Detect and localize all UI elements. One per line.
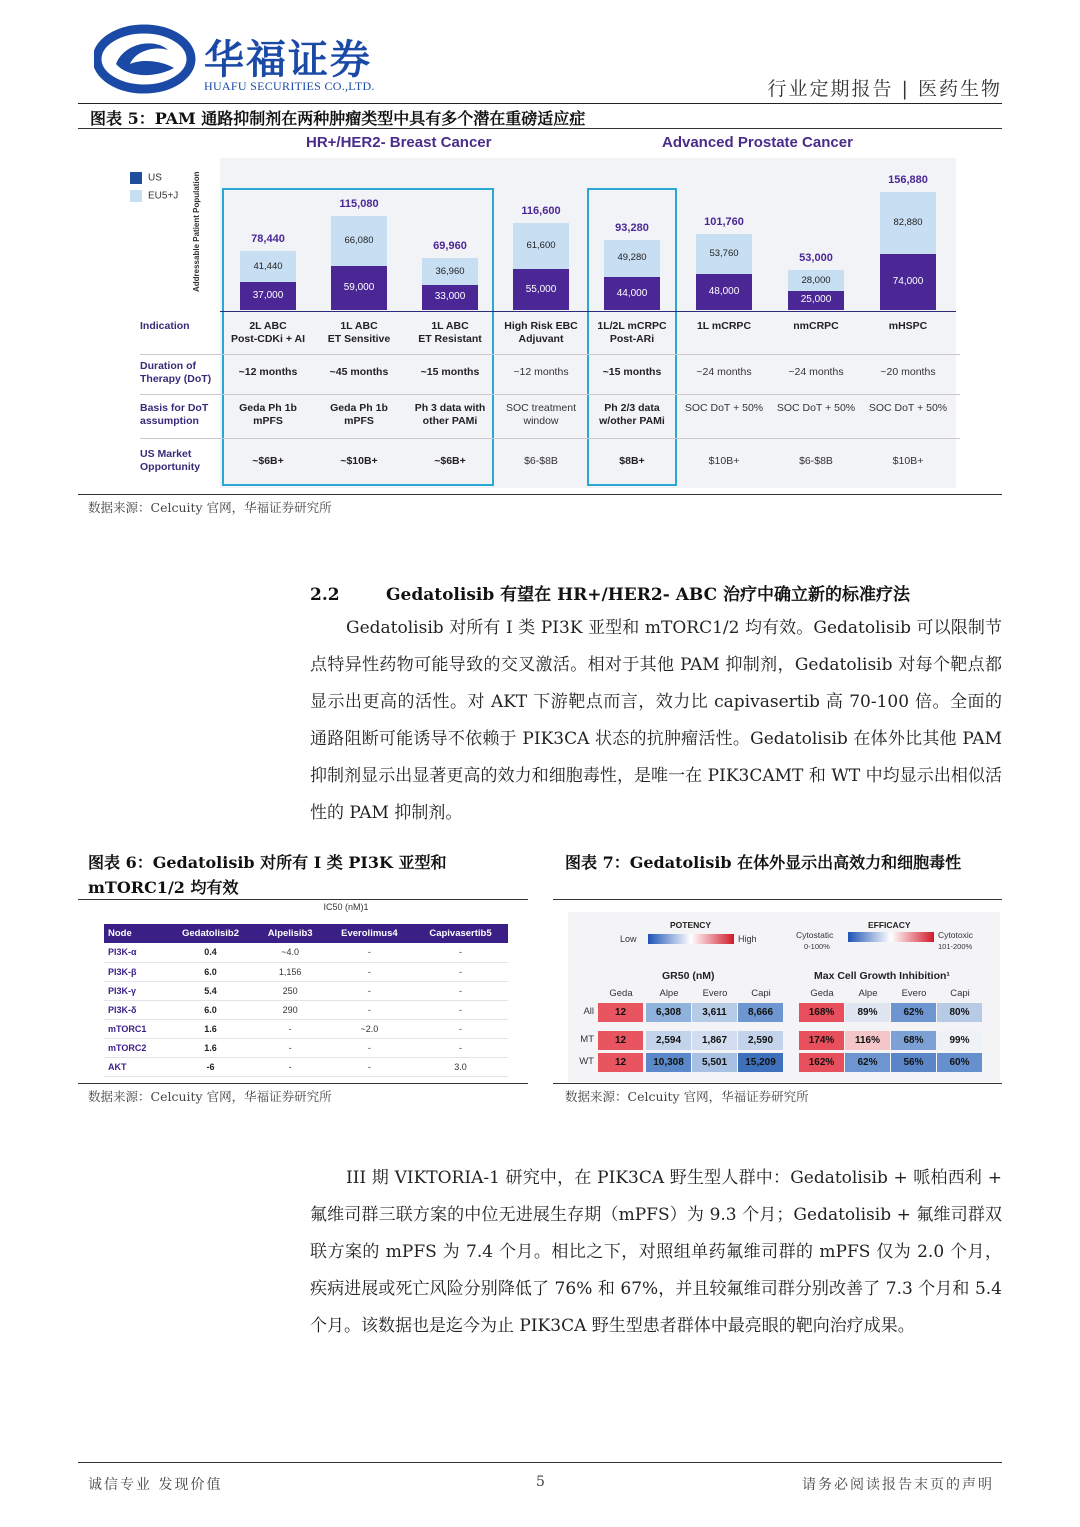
row-label-market: US Market Opportunity bbox=[140, 448, 201, 473]
indication-cell: 1L ABC ET Resistant bbox=[418, 320, 482, 345]
cytotoxic-label: Cytotoxic bbox=[938, 930, 973, 940]
value-cell: - bbox=[413, 962, 508, 981]
value-cell: 1.6 bbox=[167, 1038, 255, 1057]
row-separator bbox=[140, 394, 960, 395]
indication-cell: 1L ABC ET Sensitive bbox=[327, 320, 391, 345]
value-cell: 3.0 bbox=[413, 1057, 508, 1076]
bar-segment-us: 44,000 bbox=[604, 277, 660, 310]
basis-cell: SOC DoT + 50% bbox=[776, 402, 856, 414]
inhibition-cell: 89% bbox=[845, 1003, 890, 1022]
figure6-table-image bbox=[100, 902, 512, 1082]
indication-cell: 2L ABC Post-CDKi + AI bbox=[231, 320, 305, 345]
heatmap-row-label: All bbox=[583, 1006, 594, 1017]
inhibition-column-header: Geda bbox=[810, 988, 834, 999]
table-row bbox=[104, 1019, 508, 1038]
y-axis-label: Addressable Patient Population bbox=[192, 171, 201, 292]
header-divider bbox=[78, 103, 1002, 104]
efficacy-gradient bbox=[848, 932, 934, 942]
basis-cell: SOC DoT + 50% bbox=[684, 402, 764, 414]
section-paragraph-1: Gedatolisib 对所有 I 类 PI3K 亚型和 mTORC1/2 均有效。Gedatolisib 可以限制节点特异性药物可能导致的交叉激活。相对于其他 PAM 抑制剂，Gedatolisib 对每个靶点都显示出更高的活性。对 AKT 下游靶点而言，效力比 capivasertib 高 70-100 倍。全面的通路阻断可能诱导不依赖于 PIK3CA 状态的抗肿瘤活性。Gedatolisib 在体外比其他 PAM 抑制剂显示出显著更高的效力和细胞毒性，是唯一在 PIK3CAMT 和 WT 中均显示出相似活性的 PAM 抑制剂。 bbox=[310, 618, 1002, 823]
indication-cell: mHSPC bbox=[888, 320, 928, 332]
figure6-top-rule bbox=[78, 899, 528, 900]
duration-cell: ~24 months bbox=[788, 366, 844, 378]
bar-total-label: 156,880 bbox=[888, 174, 928, 187]
table-header-cell: Gedatolisib2 bbox=[167, 924, 255, 943]
market-cell: $10B+ bbox=[708, 455, 740, 467]
value-cell: - bbox=[413, 943, 508, 962]
inhibition-cell: 56% bbox=[891, 1053, 936, 1072]
value-cell: - bbox=[326, 1057, 413, 1076]
value-cell: - bbox=[326, 1000, 413, 1019]
chart-baseline bbox=[220, 311, 956, 312]
bar-segment-us: 37,000 bbox=[240, 282, 296, 310]
legend-label-us: US bbox=[148, 172, 162, 184]
value-cell: - bbox=[326, 943, 413, 962]
footer-disclaimer: 请务必阅读报告末页的声明 bbox=[802, 1477, 994, 1493]
table-body bbox=[104, 943, 508, 1076]
node-cell: PI3K-β bbox=[104, 962, 167, 981]
ic50-table bbox=[104, 924, 508, 1077]
section-paragraph-2: III 期 VIKTORIA-1 研究中，在 PIK3CA 野生型人群中：Gedatolisib + 哌柏西利 + 氟维司群三联方案的中位无进展生存期（mPFS）为 9.3 个月；Gedatolisib + 氟维司群双联方案的 mPFS 为 7.4 个月。相比之下，对照组单药氟维司群的 mPFS 仅为 2.0 个月，疾病进展或死亡风险分别降低了 76% 和 67%，并且较氟维司群分别改善了 7.3 个月和 5.4 个月。该数据也是迄今为止 PIK3CA 野生型患者群体中最亮眼的靶向治疗成果。 bbox=[310, 1168, 1002, 1336]
bar-segment-us: 25,000 bbox=[788, 291, 844, 310]
indication-cell: 1L mCRPC bbox=[696, 320, 752, 332]
value-cell: - bbox=[326, 962, 413, 981]
gr50-cell: 12 bbox=[598, 1031, 643, 1050]
table-header-cell: Node bbox=[104, 924, 167, 943]
section-number: 2.2 bbox=[310, 585, 340, 605]
value-cell: 250 bbox=[254, 981, 325, 1000]
market-cell: $6-$8B bbox=[799, 455, 833, 467]
row-separator bbox=[140, 354, 960, 355]
figure5-title: 图表 5：PAM 通路抑制剂在两种肿瘤类型中具有多个潜在重磅适应症 bbox=[90, 109, 586, 128]
inhibition-cell: 62% bbox=[891, 1003, 936, 1022]
cytostatic-range: 0-100% bbox=[804, 942, 830, 951]
gr50-cell: 1,867 bbox=[692, 1031, 737, 1050]
efficacy-label: EFFICACY bbox=[868, 920, 911, 930]
market-cell: ~$6B+ bbox=[434, 455, 466, 467]
basis-cell: Geda Ph 1b mPFS bbox=[330, 402, 388, 427]
value-cell: 6.0 bbox=[167, 1000, 255, 1019]
bar-segment-eu: 36,960 bbox=[422, 258, 478, 286]
legend-label-eu: EU5+J bbox=[148, 190, 179, 202]
value-cell: 0.4 bbox=[167, 943, 255, 962]
footer-slogan: 诚信专业 发现价值 bbox=[88, 1477, 223, 1493]
value-cell: 6.0 bbox=[167, 962, 255, 981]
table-header-row bbox=[104, 924, 508, 943]
company-logo bbox=[94, 24, 414, 96]
inhibition-cell: 116% bbox=[845, 1031, 890, 1050]
bar-segment-eu: 41,440 bbox=[240, 251, 296, 282]
potency-high-label: High bbox=[738, 934, 757, 944]
table-row bbox=[104, 981, 508, 1000]
row-separator bbox=[140, 438, 960, 439]
report-category: 行业定期报告 | 医药生物 bbox=[767, 78, 1002, 100]
value-cell: - bbox=[254, 1019, 325, 1038]
value-cell: -6 bbox=[167, 1057, 255, 1076]
inhibition-column-header: Evero bbox=[901, 988, 927, 999]
basis-cell: Ph 3 data with other PAMi bbox=[414, 402, 486, 427]
node-cell: PI3K-γ bbox=[104, 981, 167, 1000]
gr50-cell: 3,611 bbox=[692, 1003, 737, 1022]
table-header-cell: Alpelisib3 bbox=[254, 924, 325, 943]
basis-cell: Ph 2/3 data w/other PAMi bbox=[599, 402, 665, 427]
node-cell: PI3K-α bbox=[104, 943, 167, 962]
inhibition-cell: 162% bbox=[799, 1053, 844, 1072]
table-row bbox=[104, 943, 508, 962]
node-cell: AKT bbox=[104, 1057, 167, 1076]
figure5-source: 数据来源：Celcuity 官网，华福证券研究所 bbox=[88, 500, 332, 515]
bar-total-label: 115,080 bbox=[339, 198, 379, 211]
inhibition-column-header: Alpe bbox=[858, 988, 878, 999]
bar-segment-eu: 53,760 bbox=[696, 234, 752, 274]
section-heading bbox=[310, 580, 910, 605]
market-cell: $6-$8B bbox=[524, 455, 558, 467]
footer-divider bbox=[78, 1462, 1002, 1463]
table-row bbox=[104, 1038, 508, 1057]
figure7-title: 图表 7：Gedatolisib 在体外显示出高效力和细胞毒性 bbox=[565, 853, 962, 872]
node-cell: mTORC1 bbox=[104, 1019, 167, 1038]
inhibition-cell: 168% bbox=[799, 1003, 844, 1022]
bar-total-label: 53,000 bbox=[799, 252, 833, 265]
bar-segment-us: 59,000 bbox=[331, 266, 387, 310]
stacked-bar bbox=[513, 223, 569, 310]
figure5-bottom-rule bbox=[78, 494, 1002, 495]
figure6-source: 数据来源：Celcuity 官网，华福证券研究所 bbox=[88, 1089, 332, 1104]
basis-cell: SOC treatment window bbox=[505, 402, 577, 427]
figure6-bottom-rule bbox=[78, 1083, 528, 1084]
inhibition-cell: 99% bbox=[937, 1031, 982, 1050]
row-label-duration: Duration of Therapy (DoT) bbox=[140, 360, 212, 385]
inhibition-cell: 80% bbox=[937, 1003, 982, 1022]
row-label-indication: Indication bbox=[140, 320, 190, 332]
duration-cell: ~12 months bbox=[238, 366, 298, 378]
stacked-bar bbox=[788, 270, 844, 310]
basis-cell: SOC DoT + 50% bbox=[868, 402, 948, 414]
stacked-bar bbox=[880, 192, 936, 310]
figure7-bottom-rule bbox=[553, 1083, 1002, 1084]
value-cell: - bbox=[326, 1038, 413, 1057]
gr50-column-header: Geda bbox=[609, 988, 633, 999]
cytotoxic-range: 101-200% bbox=[938, 942, 973, 951]
value-cell: ~2.0 bbox=[326, 1019, 413, 1038]
basis-cell: Geda Ph 1b mPFS bbox=[239, 402, 297, 427]
gr50-cell: 15,209 bbox=[738, 1053, 783, 1072]
inhibition-cell: 68% bbox=[891, 1031, 936, 1050]
legend-swatch-us bbox=[130, 172, 142, 184]
potency-low-label: Low bbox=[620, 934, 637, 944]
table-row bbox=[104, 962, 508, 981]
heatmap-row-label: WT bbox=[579, 1056, 594, 1067]
gr50-cell: 5,501 bbox=[692, 1053, 737, 1072]
gr50-cell: 12 bbox=[598, 1003, 643, 1022]
value-cell: 290 bbox=[254, 1000, 325, 1019]
potency-label: POTENCY bbox=[670, 920, 712, 930]
node-cell: PI3K-δ bbox=[104, 1000, 167, 1019]
page-number: 5 bbox=[536, 1474, 547, 1490]
figure7-source: 数据来源：Celcuity 官网，华福证券研究所 bbox=[565, 1089, 809, 1104]
section-title: Gedatolisib 有望在 HR+/HER2- ABC 治疗中确立新的标准疗法 bbox=[386, 585, 911, 605]
value-cell: ~4.0 bbox=[254, 943, 325, 962]
bar-segment-us: 33,000 bbox=[422, 285, 478, 310]
bar-total-label: 101,760 bbox=[704, 215, 744, 228]
duration-cell: ~15 months bbox=[602, 366, 662, 378]
bar-total-label: 69,960 bbox=[433, 239, 467, 252]
inhibition-cell: 62% bbox=[845, 1053, 890, 1072]
value-cell: - bbox=[413, 981, 508, 1000]
legend-item-eu bbox=[130, 190, 178, 202]
value-cell: - bbox=[413, 1000, 508, 1019]
heatmap-row-label: MT bbox=[580, 1034, 594, 1045]
row-label-basis: Basis for DoT assumption bbox=[140, 402, 209, 427]
gr50-cell: 10,308 bbox=[646, 1053, 691, 1072]
bar-segment-eu: 61,600 bbox=[513, 223, 569, 269]
duration-cell: ~24 months bbox=[696, 366, 752, 378]
bar-segment-eu: 28,000 bbox=[788, 270, 844, 291]
logo-emblem-icon bbox=[94, 24, 198, 94]
figure7-heatmap bbox=[568, 912, 1000, 1082]
figure5-chart bbox=[130, 126, 960, 492]
bar-segment-eu: 66,080 bbox=[331, 216, 387, 266]
duration-cell: ~45 months bbox=[329, 366, 389, 378]
gr50-title: GR50 (nM) bbox=[662, 970, 715, 982]
inhibition-cell: 174% bbox=[799, 1031, 844, 1050]
table-row bbox=[104, 1000, 508, 1019]
duration-cell: ~20 months bbox=[880, 366, 936, 378]
market-cell: ~$10B+ bbox=[340, 455, 378, 467]
gr50-column-header: Evero bbox=[702, 988, 728, 999]
value-cell: - bbox=[413, 1038, 508, 1057]
gr50-cell: 2,594 bbox=[646, 1031, 691, 1050]
bar-total-label: 78,440 bbox=[251, 233, 285, 246]
value-cell: - bbox=[326, 981, 413, 1000]
duration-cell: ~15 months bbox=[420, 366, 480, 378]
gr50-cell: 2,590 bbox=[738, 1031, 783, 1050]
value-cell: - bbox=[413, 1019, 508, 1038]
group-title-breast: HR+/HER2- Breast Cancer bbox=[306, 134, 492, 151]
logo-english-name: HUAFU SECURITIES CO.,LTD. bbox=[204, 79, 375, 93]
stacked-bar bbox=[422, 258, 478, 310]
bar-total-label: 116,600 bbox=[521, 204, 561, 217]
table-header-cell: Everolimus4 bbox=[326, 924, 413, 943]
gr50-cell: 6,308 bbox=[646, 1003, 691, 1022]
stacked-bar bbox=[331, 216, 387, 310]
bar-segment-us: 74,000 bbox=[880, 254, 936, 310]
node-cell: mTORC2 bbox=[104, 1038, 167, 1057]
value-cell: - bbox=[254, 1038, 325, 1057]
bar-total-label: 93,280 bbox=[615, 222, 649, 235]
gr50-cell: 8,666 bbox=[738, 1003, 783, 1022]
stacked-bar bbox=[696, 234, 752, 310]
legend-item-us bbox=[130, 172, 178, 184]
legend-swatch-eu bbox=[130, 190, 142, 202]
inhibition-cell: 60% bbox=[937, 1053, 982, 1072]
max-inhibition-title: Max Cell Growth Inhibition¹ bbox=[814, 970, 950, 982]
bar-segment-us: 48,000 bbox=[696, 274, 752, 310]
logo-chinese-name: 华福证券 bbox=[204, 37, 372, 83]
stacked-bar bbox=[240, 251, 296, 310]
bar-segment-us: 55,000 bbox=[513, 269, 569, 310]
inhibition-column-header: Capi bbox=[950, 988, 970, 999]
bar-segment-eu: 49,280 bbox=[604, 240, 660, 277]
group-title-prostate: Advanced Prostate Cancer bbox=[662, 134, 853, 151]
chart-legend bbox=[130, 172, 178, 202]
gr50-column-header: Capi bbox=[751, 988, 771, 999]
bar-segment-eu: 82,880 bbox=[880, 192, 936, 254]
cytostatic-label: Cytostatic bbox=[796, 930, 834, 940]
figure6-title: 图表 6：Gedatolisib 对所有 I 类 PI3K 亚型和 mTORC1/2 均有效 bbox=[88, 853, 447, 897]
market-cell: $10B+ bbox=[892, 455, 924, 467]
value-cell: - bbox=[254, 1057, 325, 1076]
table-header-cell: Capivasertib5 bbox=[413, 924, 508, 943]
duration-cell: ~12 months bbox=[513, 366, 569, 378]
value-cell: 1,156 bbox=[254, 962, 325, 981]
stacked-bar bbox=[604, 240, 660, 310]
gr50-cell: 12 bbox=[598, 1053, 643, 1072]
market-cell: ~$6B+ bbox=[252, 455, 284, 467]
table-row bbox=[104, 1057, 508, 1076]
indication-cell: High Risk EBC Adjuvant bbox=[504, 320, 578, 345]
gr50-column-header: Alpe bbox=[659, 988, 679, 999]
indication-cell: 1L/2L mCRPC Post-ARi bbox=[597, 320, 667, 345]
potency-gradient bbox=[648, 934, 734, 944]
ic50-header: IC50 (nM)1 bbox=[323, 902, 369, 912]
value-cell: 1.6 bbox=[167, 1019, 255, 1038]
figure7-top-rule bbox=[553, 899, 1002, 900]
market-cell: $8B+ bbox=[619, 455, 645, 467]
indication-cell: nmCRPC bbox=[793, 320, 839, 332]
value-cell: 5.4 bbox=[167, 981, 255, 1000]
